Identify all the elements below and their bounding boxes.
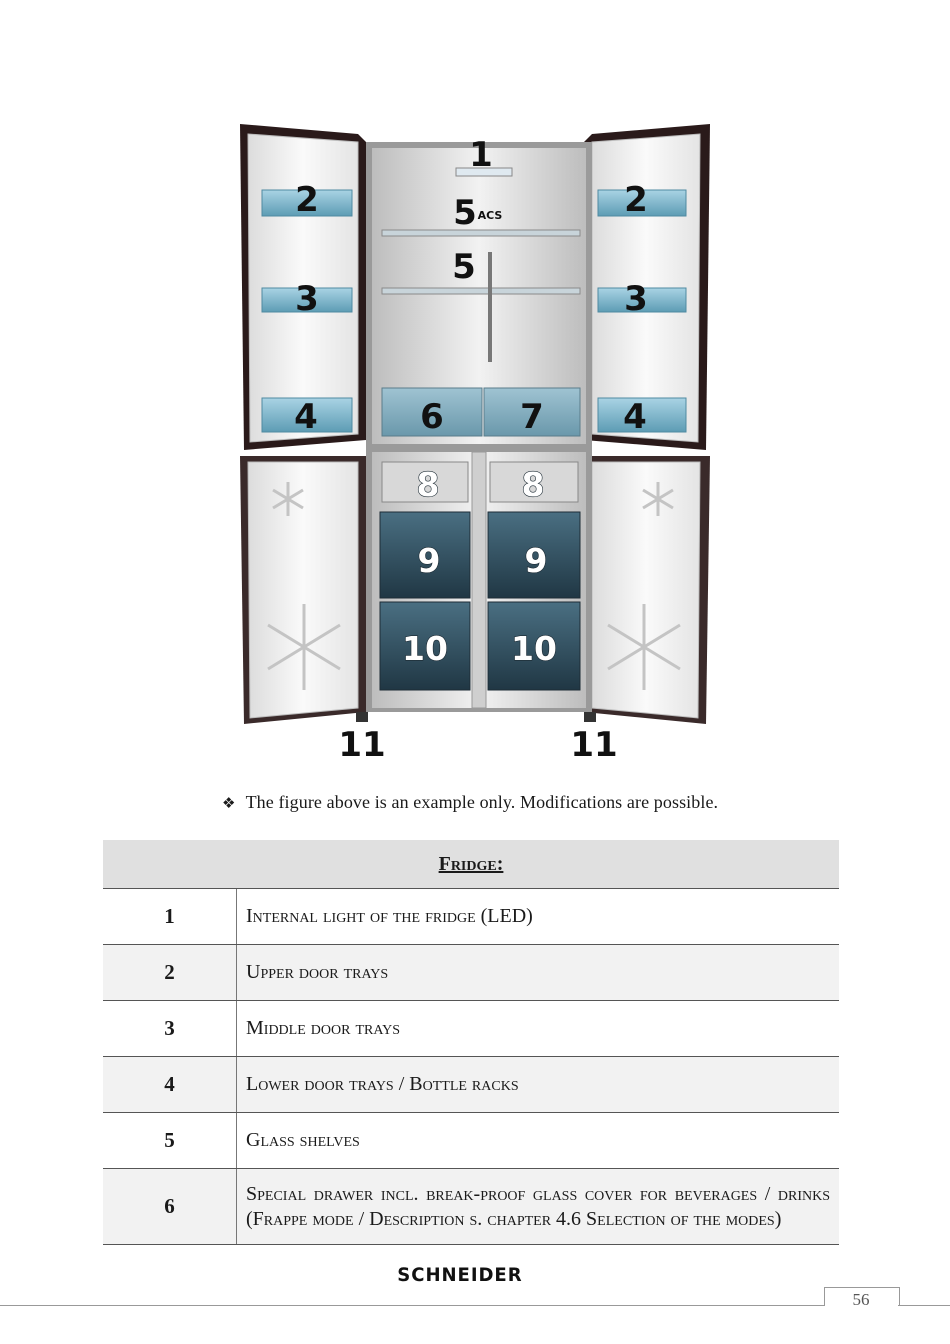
row-number: 4: [103, 1057, 237, 1113]
label-8-right: 8: [521, 465, 545, 504]
row-description: Special drawer incl. break-proof glass cover for beverages / drinks (Frappe mode / Description s. chapter 4.6 Selection of the modes): [237, 1169, 840, 1245]
table-row: [103, 1169, 839, 1245]
label-11-left: 11: [338, 725, 386, 765]
fridge-figure: [230, 112, 720, 772]
label-1: 1: [469, 135, 493, 175]
row-description: Lower door trays / Bottle racks: [237, 1057, 840, 1113]
figure-note: [222, 792, 718, 813]
label-3-left: 3: [295, 279, 319, 319]
footer-divider: [0, 1305, 824, 1306]
label-9-left: 9: [417, 541, 441, 580]
footer-divider: [898, 1305, 950, 1306]
label-3-right: 3: [624, 279, 648, 319]
fridge-parts-table: [103, 840, 839, 1245]
label-11-right: 11: [570, 725, 618, 765]
row-description: Glass shelves: [237, 1113, 840, 1169]
right-lower-door: [584, 456, 710, 724]
row-number: 5: [103, 1113, 237, 1169]
diamond-bullet-icon: ❖: [222, 794, 236, 812]
label-5-upper: 5: [453, 193, 477, 233]
table-header: Fridge:: [103, 840, 839, 889]
row-number: 1: [103, 889, 237, 945]
table-row: [103, 1001, 839, 1057]
label-7: 7: [520, 397, 544, 437]
label-5-lower: 5: [452, 247, 476, 287]
brand-logo: SCHNEIDER: [397, 1264, 523, 1286]
figure-note-text: The figure above is an example only. Modifications are possible.: [245, 792, 719, 812]
label-10-left: 10: [402, 629, 448, 668]
label-9-right: 9: [524, 541, 548, 580]
table-row: [103, 1113, 839, 1169]
row-description: Internal light of the fridge (LED): [237, 889, 840, 945]
label-4-right: 4: [623, 397, 647, 437]
row-number: 6: [103, 1169, 237, 1245]
label-10-right: 10: [511, 629, 557, 668]
row-description: Upper door trays: [237, 945, 840, 1001]
label-2-right: 2: [624, 180, 648, 220]
label-4-left: 4: [294, 397, 318, 437]
table-row: [103, 1057, 839, 1113]
table-row: [103, 889, 839, 945]
row-description: Middle door trays: [237, 1001, 840, 1057]
acs-label: ACS: [477, 209, 503, 222]
page-number: 56: [852, 1290, 870, 1309]
row-number: 2: [103, 945, 237, 1001]
row-number: 3: [103, 1001, 237, 1057]
label-2-left: 2: [295, 180, 319, 220]
table-row: [103, 945, 839, 1001]
label-8-left: 8: [416, 465, 440, 504]
label-6: 6: [420, 397, 444, 437]
